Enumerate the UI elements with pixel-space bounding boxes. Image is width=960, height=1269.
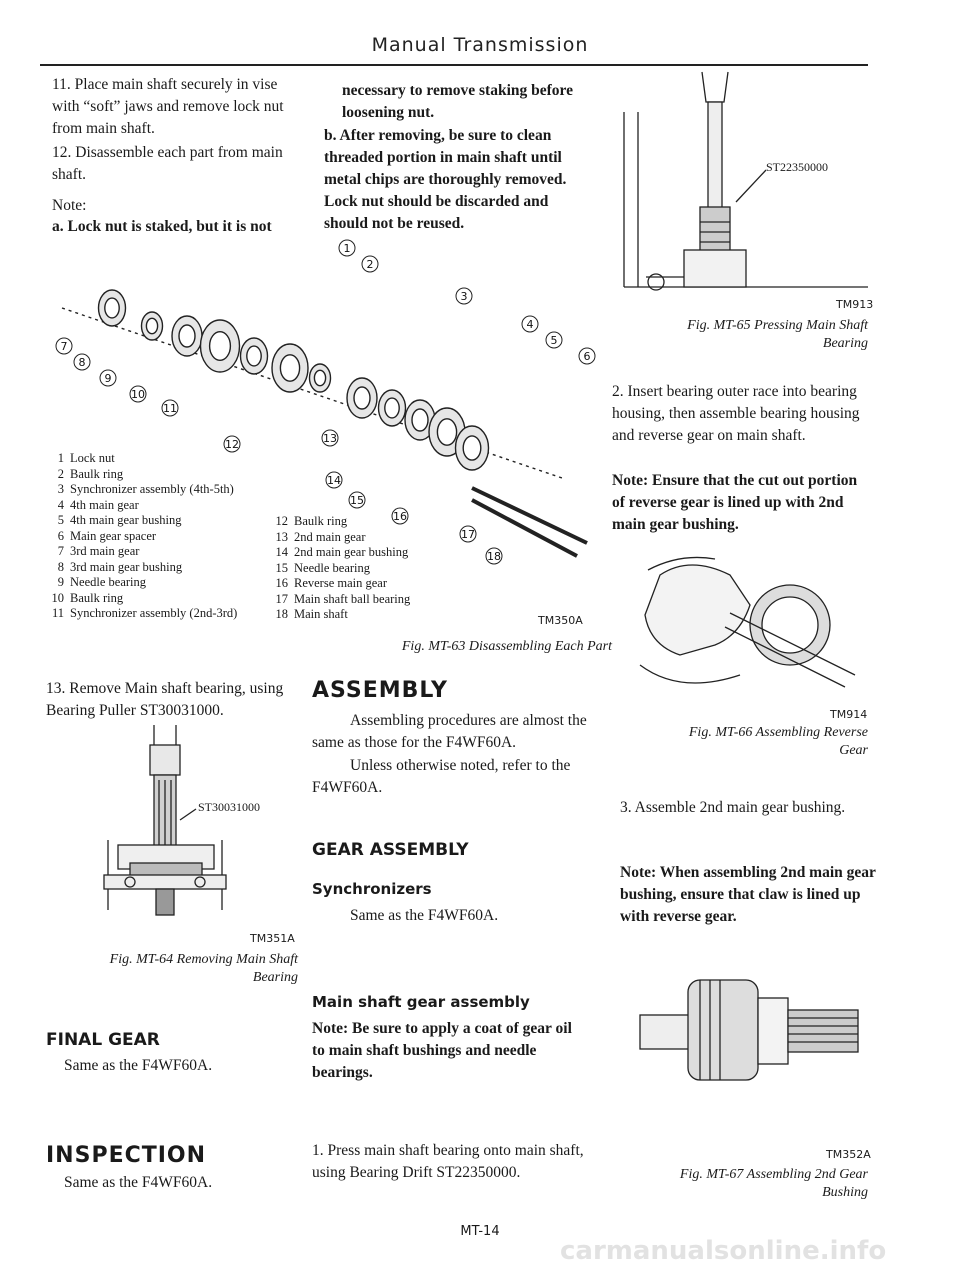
legend-item <box>270 545 470 561</box>
legend-text: Synchronizer assembly (4th-5th) <box>70 482 234 496</box>
legend-item <box>46 482 276 498</box>
fig65-code: TM913 <box>836 298 874 311</box>
gear-bore <box>463 436 481 460</box>
gear-bore <box>354 387 370 409</box>
step-1: 1. Press main shaft bearing onto main shaft, using Bearing Drift ST22350000. <box>312 1142 584 1181</box>
svg-text:15: 15 <box>350 494 364 507</box>
gear-assembly-heading: GEAR ASSEMBLY <box>312 840 469 860</box>
note-label: Note: <box>52 197 87 214</box>
legend-item <box>46 606 276 622</box>
legend-item <box>46 451 276 467</box>
svg-text:10: 10 <box>131 388 145 401</box>
legend-number: 13 <box>275 529 288 544</box>
svg-text:18: 18 <box>487 550 501 563</box>
legend-right <box>270 514 470 623</box>
legend-number: 1 <box>57 451 64 465</box>
fig65-tool-label: ST22350000 <box>766 160 829 174</box>
fig64-code: TM351A <box>250 932 295 945</box>
legend-number: 14 <box>275 545 288 559</box>
svg-text:7: 7 <box>60 340 68 353</box>
assembly-p1: Assembling procedures are almost the same as those for the F4WF60A. <box>312 712 587 751</box>
callout-2 <box>362 256 378 272</box>
main-shaft-gear-heading: Main shaft gear assembly <box>312 993 530 1011</box>
legend-number: 10 <box>51 590 64 605</box>
legend-number: 2 <box>57 466 64 481</box>
legend-number: 15 <box>275 560 288 575</box>
gear-bore <box>385 398 399 418</box>
callout-12 <box>224 436 240 452</box>
page-header: Manual Transmission <box>371 34 589 56</box>
legend-item <box>270 530 470 546</box>
svg-text:12: 12 <box>225 438 239 451</box>
legend-text: 4th main gear <box>70 497 139 512</box>
legend-number: 12 <box>275 514 288 528</box>
gear-bore <box>412 409 428 431</box>
step-11: 11. Place main shaft securely in vise with “soft” jaws and remove lock nut from main shaft. <box>52 76 284 137</box>
callout-10 <box>130 386 146 402</box>
legend-text: Main gear spacer <box>70 528 157 543</box>
step-3: 3. Assemble 2nd main gear bushing. <box>620 799 846 816</box>
callout-13 <box>322 430 338 446</box>
watermark: carmanualsonline.info <box>560 1236 887 1266</box>
fig65-caption: Fig. MT-65 Pressing Main Shaft Bearing <box>687 318 868 351</box>
page-number: MT-14 <box>460 1224 500 1239</box>
assembly-p2: Unless otherwise noted, refer to the F4WF60A. <box>312 757 571 796</box>
gear-bore <box>105 298 119 318</box>
callout-6 <box>579 348 595 364</box>
gear-bore <box>247 346 261 366</box>
legend-item <box>270 561 470 577</box>
legend-item <box>46 560 276 576</box>
legend-text: Baulk ring <box>70 466 124 481</box>
legend-number: 17 <box>275 591 288 606</box>
legend-text: Lock nut <box>70 451 115 465</box>
legend-left <box>46 451 276 622</box>
synchronizers-text: Same as the F4WF60A. <box>350 907 499 924</box>
gear-bore <box>179 325 195 347</box>
svg-text:8: 8 <box>78 356 86 369</box>
legend-item <box>270 576 470 592</box>
note-2: Note: Ensure that the cut out portion of reverse gear is lined up with 2nd main gear bushing. <box>612 472 858 533</box>
inspection-heading: INSPECTION <box>46 1143 207 1168</box>
main-shaft-gear-note: Note: Be sure to apply a coat of gear oil to main shaft bushings and needle bearings. <box>312 1020 572 1081</box>
svg-text:17: 17 <box>461 528 475 541</box>
svg-text:9: 9 <box>104 372 112 385</box>
legend-number: 8 <box>57 559 64 574</box>
gear-bore <box>210 332 231 361</box>
legend-text: Baulk ring <box>294 514 348 528</box>
legend-number: 18 <box>275 607 288 621</box>
header-rule <box>40 64 868 66</box>
final-gear-text: Same as the F4WF60A. <box>64 1057 213 1074</box>
step-13: 13. Remove Main shaft bearing, using Bearing Puller ST30031000. <box>46 680 284 719</box>
svg-text:6: 6 <box>583 350 591 363</box>
callout-7 <box>56 338 72 354</box>
fig67-caption: Fig. MT-67 Assembling 2nd Gear Bushing <box>679 1167 868 1200</box>
gear-bore <box>146 318 157 333</box>
legend-text: 4th main gear bushing <box>70 513 182 527</box>
gear-bore <box>280 355 299 381</box>
legend-text: Main shaft ball bearing <box>294 591 411 606</box>
callout-11 <box>162 400 178 416</box>
press-illustration <box>616 72 868 312</box>
gear-bore <box>437 419 456 445</box>
step-2: 2. Insert bearing outer race into bearing housing, then assemble bearing housing and reverse gear on main shaft. <box>612 383 860 444</box>
legend-number: 4 <box>57 497 64 512</box>
assembly-heading: ASSEMBLY <box>312 678 448 703</box>
svg-text:14: 14 <box>327 474 341 487</box>
legend-text: Synchronizer assembly (2nd-3rd) <box>70 606 238 620</box>
legend-text: Needle bearing <box>294 560 371 575</box>
legend-text: 3rd main gear <box>70 544 140 558</box>
fig63-caption: Fig. MT-63 Disassembling Each Part <box>401 639 612 654</box>
second-gear-bushing-illustration <box>640 970 860 1090</box>
fig64-caption: Fig. MT-64 Removing Main Shaft Bearing <box>109 952 298 985</box>
callout-4 <box>522 316 538 332</box>
svg-text:2: 2 <box>366 258 374 271</box>
legend-number: 16 <box>275 576 288 590</box>
legend-text: Main shaft <box>294 607 348 621</box>
svg-text:1: 1 <box>343 242 351 255</box>
legend-item <box>46 544 276 560</box>
fig67-code: TM352A <box>826 1148 871 1161</box>
legend-item <box>46 529 276 545</box>
callout-15 <box>349 492 365 508</box>
callout-9 <box>100 370 116 386</box>
fig64-tool-label: ST30031000 <box>198 800 261 814</box>
legend-text: Reverse main gear <box>294 576 388 590</box>
legend-item <box>46 498 276 514</box>
legend-number: 5 <box>57 513 64 527</box>
gear-bore <box>314 370 325 385</box>
note-a-continued: necessary to remove staking before loosening nut. <box>342 82 574 121</box>
callout-3 <box>456 288 472 304</box>
legend-item <box>46 513 276 529</box>
svg-text:5: 5 <box>550 334 558 347</box>
legend-text: 2nd main gear bushing <box>294 545 409 559</box>
step-12: 12. Disassemble each part from main shaft. <box>52 144 283 183</box>
svg-text:3: 3 <box>460 290 468 303</box>
fig63-code: TM350A <box>538 614 583 627</box>
callout-14 <box>326 472 342 488</box>
legend-item <box>270 607 470 623</box>
inspection-text: Same as the F4WF60A. <box>64 1174 213 1191</box>
callout-5 <box>546 332 562 348</box>
callout-8 <box>74 354 90 370</box>
svg-text:4: 4 <box>526 318 534 331</box>
legend-item <box>270 592 470 608</box>
legend-item <box>46 591 276 607</box>
svg-text:11: 11 <box>163 402 177 415</box>
callout-18 <box>486 548 502 564</box>
fig66-caption: Fig. MT-66 Assembling Reverse Gear <box>688 725 868 758</box>
note-3: Note: When assembling 2nd main gear bushing, ensure that claw is lined up with reverse gear. <box>620 864 876 925</box>
synchronizers-heading: Synchronizers <box>312 880 432 898</box>
legend-number: 11 <box>51 606 64 620</box>
callout-1 <box>339 240 355 256</box>
legend-text: Needle bearing <box>70 575 147 589</box>
legend-item <box>46 575 276 591</box>
note-b: b. After removing, be sure to clean threaded portion in main shaft until metal chips are thoroughly removed. Lock nut should be discarded and should not be reused. <box>324 127 567 232</box>
fig66-code: TM914 <box>830 708 868 721</box>
legend-text: 3rd main gear bushing <box>70 559 183 574</box>
note-a: a. Lock nut is staked, but it is not <box>52 218 272 235</box>
legend-number: 3 <box>57 482 64 496</box>
reverse-gear-illustration <box>620 545 860 705</box>
final-gear-heading: FINAL GEAR <box>46 1030 160 1050</box>
legend-number: 6 <box>57 528 64 543</box>
legend-number: 7 <box>57 544 64 558</box>
legend-item <box>270 514 470 530</box>
legend-number: 9 <box>57 575 64 589</box>
bearing-puller-illustration <box>80 725 260 925</box>
legend-text: 2nd main gear <box>294 529 366 544</box>
legend-text: Baulk ring <box>70 590 124 605</box>
svg-text:13: 13 <box>323 432 337 445</box>
svg-text:16: 16 <box>393 510 407 523</box>
legend-item <box>46 467 276 483</box>
